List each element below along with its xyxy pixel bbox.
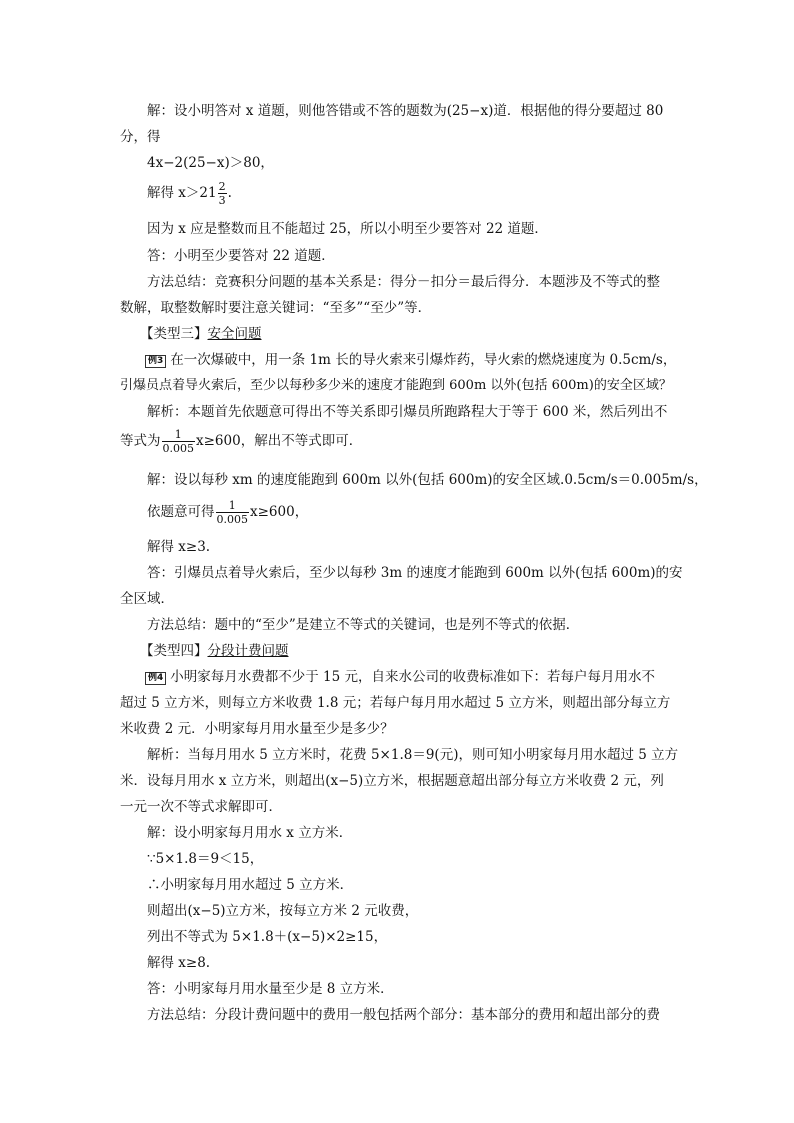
ex4-solution-line5: 列出不等式为 5×1.8＋(x−5)×2≥15，: [147, 929, 388, 945]
ex4-analysis-line2: 米．设每月用水 x 立方米，则超出(x−5)立方米，根据题意超出部分每立方米收费 2 元，列: [120, 773, 664, 789]
type3-title: 安全问题: [207, 326, 262, 342]
ex3-solve: 解得 x≥3.: [147, 539, 211, 555]
ex4-summary: 方法总结：分段计费问题中的费用一般包括两个部分：基本部分的费用和超出部分的费: [147, 1007, 660, 1023]
ex3-analysis-line1: 解析：本题首先依题意可得出不等关系即引爆员所跑路程大于等于 600 米，然后列出不: [147, 404, 668, 420]
ex2-solution-line2: 分，得: [120, 129, 161, 145]
ex3-answer-line1: 答：引爆员点着导火索后，至少以每秒 3m 的速度才能跑到 600m 以外(包括 600m)的安: [147, 565, 683, 581]
ex3-solution-frac-den: 0.005: [216, 513, 248, 526]
ex3-solution-line2: [147, 495, 308, 529]
ex2-solve-suffix: .: [227, 185, 232, 201]
ex4-problem-text1: 小明家每月水费都不少于 15 元，自来水公司的收费标准如下：若每户每月用水不: [170, 669, 656, 685]
ex3-analysis-suffix: x≥600，解出不等式即可．: [196, 433, 363, 449]
ex3-summary: 方法总结：题中的“至少”是建立不等式的关键词，也是列不等式的依据．: [147, 617, 580, 633]
ex2-frac-num: 2: [218, 180, 226, 193]
ex2-frac-den: 3: [218, 194, 226, 207]
ex2-solve-prefix: 解得 x＞21: [147, 185, 217, 201]
ex4-solution-line1: 解：设小明家每月用水 x 立方米．: [147, 825, 353, 841]
ex2-solve: [147, 178, 232, 208]
ex3-problem-line2: 引爆员点着导火索后，至少以每秒多少米的速度才能跑到 600m 以外(包括 600m)的安全区域？: [120, 378, 672, 393]
ex2-solve-fraction: [218, 180, 227, 207]
ex4-solution-line4: 则超出(x−5)立方米，按每立方米 2 元收费，: [147, 903, 419, 919]
ex3-analysis-line2: [120, 424, 362, 458]
ex2-solution-line1: 解：设小明答对 x 道题，则他答错或不答的题数为(25−x)道．根据他的得分要超过 80: [147, 103, 664, 119]
ex4-badge: 例4: [145, 672, 166, 685]
ex3-solution-line1: 解：设以每秒 xm 的速度能跑到 600m 以外(包括 600m)的安全区域.0.5cm/s＝0.005m/s，: [147, 472, 708, 488]
type3-label: 【类型三】: [140, 326, 208, 342]
ex3-solution-fraction: [216, 499, 250, 526]
ex3-answer-line2: 全区域．: [120, 591, 174, 607]
ex2-inequality: 4x−2(25−x)＞80，: [147, 155, 274, 171]
ex4-solution-line3: ∴小明家每月用水超过 5 立方米．: [147, 877, 354, 893]
ex3-badge: 例3: [145, 355, 166, 368]
ex4-solution-line6: 解得 x≥8.: [147, 955, 211, 971]
type4-title: 分段计费问题: [207, 643, 289, 659]
ex4-analysis-line1: 解析：当每月用水 5 立方米时，花费 5×1.8＝9(元)，则可知小明家每月用水超过 5 立方: [147, 747, 679, 763]
ex2-summary-line2: 数解，取整数解时要注意关键词：“至多”“至少”等．: [120, 300, 432, 316]
ex3-solution-prefix: 依题意可得: [147, 504, 215, 520]
ex3-problem-text1: 在一次爆破中，用一条 1m 长的导火索来引爆炸药，导火索的燃烧速度为 0.5cm/s，: [170, 352, 677, 368]
ex3-solution-suffix: x≥600，: [250, 504, 309, 520]
ex2-answer: 答：小明至少要答对 22 道题．: [147, 248, 335, 264]
ex3-analysis-frac-num: 1: [162, 428, 196, 442]
ex3-problem-line1: [145, 350, 676, 370]
ex3-solution-frac-num: 1: [216, 499, 250, 513]
ex4-analysis-line3: 一元一次不等式求解即可．: [120, 799, 282, 815]
ex4-answer: 答：小明家每月用水量至少是 8 立方米．: [147, 981, 394, 997]
ex2-summary-line1: 方法总结：竞赛积分问题的基本关系是：得分－扣分＝最后得分．本题涉及不等式的整: [147, 274, 660, 290]
ex2-reason: 因为 x 应是整数而且不能超过 25，所以小明至少要答对 22 道题．: [147, 221, 548, 237]
ex4-problem-line2: 超过 5 立方米，则每立方米收费 1.8 元；若每户每月用水超过 5 立方米，则超出部分每立方: [120, 695, 671, 711]
ex4-problem-line1: [145, 667, 655, 687]
type4-heading: [140, 641, 289, 661]
ex3-analysis-frac-den: 0.005: [162, 442, 194, 455]
ex4-problem-line3: 米收费 2 元．小明家每月用水量至少是多少？: [120, 721, 394, 737]
type3-heading: [140, 324, 262, 344]
ex3-analysis-prefix: 等式为: [120, 433, 161, 449]
ex3-analysis-fraction: [162, 428, 196, 455]
type4-label: 【类型四】: [140, 643, 208, 659]
ex4-solution-line2: ∵5×1.8＝9＜15，: [147, 851, 264, 867]
